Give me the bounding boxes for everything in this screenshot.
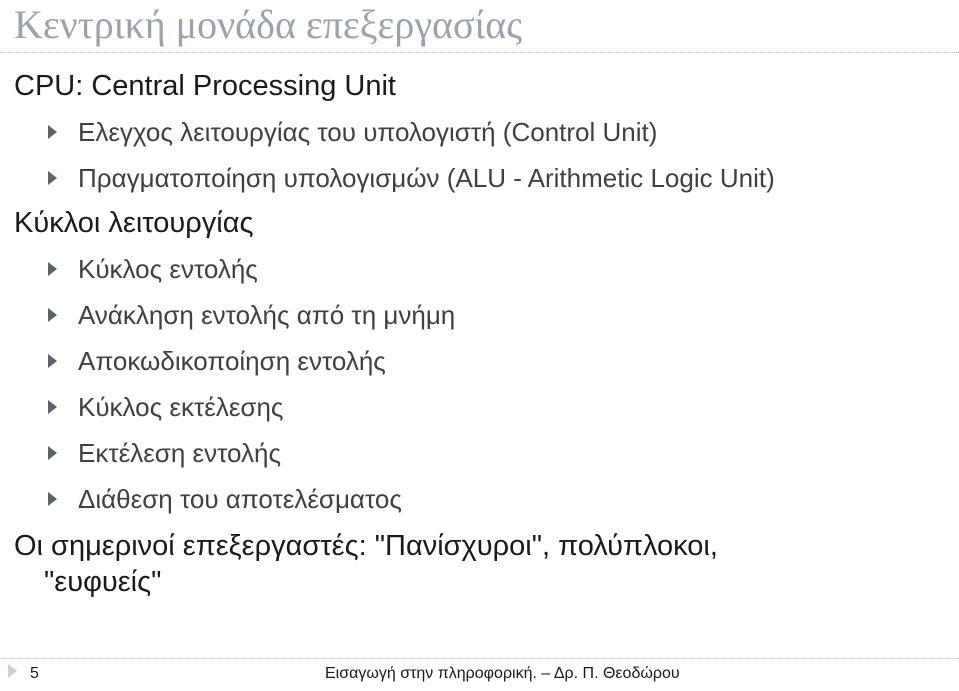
sub-bullet-alu	[14, 155, 944, 201]
sub-bullet-result	[14, 476, 944, 522]
footer-divider	[0, 658, 959, 659]
slide-title: Κεντρική μονάδα επεξεργασίας	[14, 2, 523, 47]
sub-bullet-execute	[14, 430, 944, 476]
sub-bullet-decode	[14, 338, 944, 384]
triangle-right-icon	[48, 262, 57, 276]
page-number: 5	[30, 665, 39, 682]
triangle-right-icon	[48, 171, 57, 185]
sub-bullet-text: Κύκλος εντολής	[78, 254, 258, 284]
triangle-right-icon	[48, 354, 57, 368]
bullet-operation-cycles: Κύκλοι λειτουργίας	[14, 207, 254, 239]
bullet-text-line1: Οι σημερινοί επεξεργαστές: "Πανίσχυροι", πολύπλοκοι,	[14, 530, 718, 562]
sub-bullet-execution-cycle	[14, 384, 944, 430]
triangle-right-icon	[48, 308, 57, 322]
footer-caption: Εισαγωγή στην πληροφορική. – Δρ. Π. Θεοδώρου	[325, 665, 680, 682]
sub-bullet-text: Πραγματοποίηση υπολογισμών (ALU - Arithmetic Logic Unit)	[78, 163, 775, 193]
triangle-right-icon	[48, 492, 57, 506]
sub-bullet-text: Αποκωδικοποίηση εντολής	[78, 346, 386, 376]
bullet-modern-processors	[14, 522, 914, 605]
sub-bullet-text: Ελεγχος λειτουργίας του υπολογιστή (Control Unit)	[78, 117, 658, 147]
sub-bullet-text: Ανάκληση εντολής από τη μνήμη	[78, 300, 456, 330]
triangle-right-icon	[48, 125, 57, 139]
footer-triangle-icon	[8, 664, 17, 678]
sub-bullet-text: Εκτέλεση εντολής	[78, 438, 281, 468]
sub-bullet-instruction-cycle	[14, 246, 944, 292]
bullet-cpu: CPU: Central Processing Unit	[14, 70, 396, 102]
sub-bullet-control-unit	[14, 109, 944, 155]
sub-bullet-text: Κύκλος εκτέλεσης	[78, 392, 284, 422]
title-divider	[0, 52, 959, 53]
bullet-text-line2: "ευφυείς"	[44, 566, 162, 598]
sub-bullet-text: Διάθεση του αποτελέσματος	[78, 484, 402, 514]
slide-body	[14, 64, 944, 605]
triangle-right-icon	[48, 400, 57, 414]
sub-bullet-fetch	[14, 292, 944, 338]
triangle-right-icon	[48, 446, 57, 460]
